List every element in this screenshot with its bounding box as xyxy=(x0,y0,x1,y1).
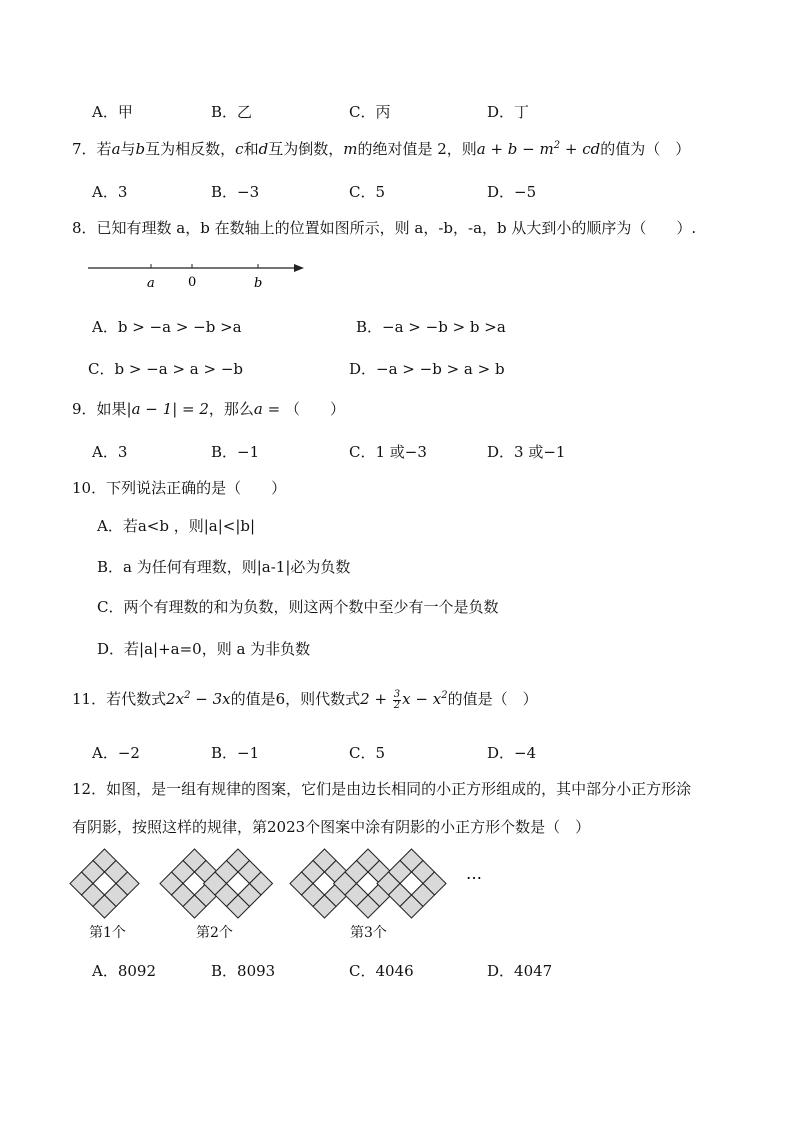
q10-stem: 10．下列说法正确的是（ ） xyxy=(72,479,287,497)
label-a: a xyxy=(147,276,155,291)
q10-option-a: A．若a<b ，则|a|<|b| xyxy=(97,517,256,535)
q8-option-b: B．−a > −b > b >a xyxy=(356,318,506,336)
q7-var-d: d xyxy=(258,140,269,158)
q7-expression: $a + b - m^2$ + cd xyxy=(476,140,601,158)
q12-stem-line-2: 有阴影，按照这样的规律，第2023个图案中涂有阴影的小正方形个数是（ ） xyxy=(72,818,591,836)
q9-option-d: D．3 或−1 xyxy=(487,443,566,461)
q7-text-5: 互为倒数， xyxy=(268,140,344,158)
q11-option-a: A．−2 xyxy=(92,744,140,762)
q9-option-a: A．3 xyxy=(92,443,128,461)
q8-option-c: C．b > −a > a > −b xyxy=(88,360,244,378)
q7-var-a: a xyxy=(111,140,121,158)
q7-text-7: 的值为（ ） xyxy=(600,140,691,158)
q11-text-2: 的值是6，则代数式 xyxy=(230,690,361,708)
q7-var-c: c xyxy=(235,140,244,158)
q9-abs-expression: |a − 1| = 2 xyxy=(126,400,209,418)
pattern-figure-3 xyxy=(290,849,446,918)
q11-option-b: B．−1 xyxy=(211,744,260,762)
q7-option-b: B．−3 xyxy=(211,183,260,201)
q11-text-1: 11．若代数式 xyxy=(72,690,167,708)
q9-text-3: （ ） xyxy=(284,400,345,418)
fraction: $\frac{3}{2}$ xyxy=(393,688,401,711)
arrow-head-icon xyxy=(294,264,304,272)
q8-stem: 8．已知有理数 a，b 在数轴上的位置如图所示，则 a，-b，-a，b 从大到小的顺序为（ ）. xyxy=(72,219,697,237)
q9-text-1: 9．如果 xyxy=(72,400,127,418)
q11-expression-1: $2x^2 - 3x$ xyxy=(166,690,231,708)
q7-text-6: 的绝对值是 2，则 xyxy=(357,140,477,158)
q6-option-a: A．甲 xyxy=(92,103,133,121)
q10-option-b: B．a 为任何有理数，则|a-1|必为负数 xyxy=(97,558,351,576)
q6-option-c: C．丙 xyxy=(349,103,391,121)
figure-label-2: 第2个 xyxy=(196,925,233,941)
q7-var-m: m xyxy=(343,140,358,158)
q9-text-2: ，那么 xyxy=(208,400,254,418)
pattern-figure-1 xyxy=(70,849,139,918)
label-zero: 0 xyxy=(188,275,197,290)
q9-stem xyxy=(72,398,345,419)
q7-text-2: 与 xyxy=(120,140,136,158)
label-b: b xyxy=(254,276,263,291)
figure-label-3: 第3个 xyxy=(350,925,387,941)
q12-option-c: C．4046 xyxy=(349,962,414,980)
q7-option-d: D．−5 xyxy=(487,183,537,201)
q12-stem-line-1: 12．如图，是一组有规律的图案，它们是由边长相同的小正方形组成的，其中部分小正方形涂 xyxy=(72,780,692,798)
number-line-figure xyxy=(86,258,308,294)
q10-option-d: D．若|a|+a=0，则 a 为非负数 xyxy=(97,640,311,658)
q11-expression-2: 2 + $\frac{3}{2}$ $x - x^2$ xyxy=(360,688,448,711)
q11-option-d: D．−4 xyxy=(487,744,537,762)
pattern-figure-2 xyxy=(160,849,273,918)
q11-text-3: 的值是（ ） xyxy=(447,690,538,708)
figure-label-1: 第1个 xyxy=(89,925,126,941)
q6-option-b: B．乙 xyxy=(211,103,253,121)
q12-option-a: A．8092 xyxy=(92,962,157,980)
q7-option-a: A．3 xyxy=(92,183,128,201)
q11-stem xyxy=(72,688,538,711)
q8-option-a: A．b > −a > −b >a xyxy=(92,318,242,336)
q10-option-c: C．两个有理数的和为负数，则这两个数中至少有一个是负数 xyxy=(97,598,499,616)
q7-number: 7． xyxy=(72,140,97,158)
q7-option-c: C．5 xyxy=(349,183,386,201)
q12-option-d: D．4047 xyxy=(487,962,553,980)
q11-option-c: C．5 xyxy=(349,744,386,762)
q8-option-d: D．−a > −b > a > b xyxy=(349,360,505,378)
ellipsis: … xyxy=(466,864,482,883)
pattern-figures xyxy=(68,846,488,920)
q7-text-4: 和 xyxy=(243,140,259,158)
q12-option-b: B．8093 xyxy=(211,962,276,980)
q7-var-b: b xyxy=(135,140,146,158)
q7-text-3: 互为相反数， xyxy=(145,140,236,158)
q7-stem xyxy=(72,138,690,159)
q9-option-c: C．1 或−3 xyxy=(349,443,427,461)
q9-variable: a = xyxy=(253,400,285,418)
q7-text-1: 若 xyxy=(96,140,112,158)
q6-option-d: D．丁 xyxy=(487,103,530,121)
q9-option-b: B．−1 xyxy=(211,443,260,461)
